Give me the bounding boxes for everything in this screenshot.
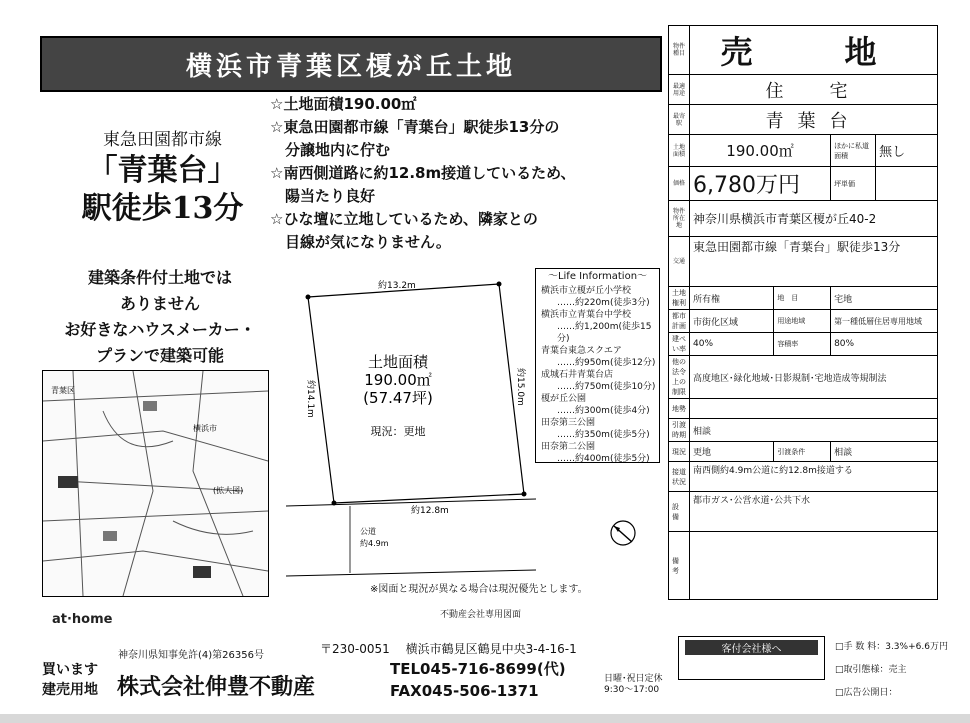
walk-time: 駅徒歩13分 xyxy=(81,191,244,226)
nearest-station: 青葉台 xyxy=(690,105,938,135)
row-key: 用途地域 xyxy=(774,310,831,333)
private-road-label: ほかに私道面積 xyxy=(831,135,876,167)
row-key: 都市計画 xyxy=(669,310,690,333)
cond-line: 建築条件付土地では xyxy=(87,268,232,287)
compass-icon xyxy=(608,518,638,548)
area-label: 土地面積 xyxy=(367,353,429,371)
area-m2: 190.00㎡ xyxy=(364,371,432,389)
road-status: 南西側約4.9m公道に約12.8m接道する xyxy=(690,462,938,492)
edge-left: 約14.1m xyxy=(305,380,315,418)
buy-line: 建売用地 xyxy=(42,682,98,698)
land-area: 190.00㎡ xyxy=(690,135,831,167)
plot-diagram xyxy=(286,270,536,580)
row-value: 80% xyxy=(831,333,938,356)
road-width: 約4.9m xyxy=(360,539,389,548)
map-drawing xyxy=(43,371,268,596)
differs-note: ※図面と現況が異なる場合は現況優先とします。 xyxy=(370,584,588,595)
ad-date: □広告公開日： xyxy=(835,688,898,698)
life-place: 成城石井青葉台店 xyxy=(541,370,614,380)
feature-line: ☆土地面積190.00㎡ xyxy=(270,95,417,113)
row-key: 容積率 xyxy=(774,333,831,356)
delivery-cond: 相談 xyxy=(831,442,938,462)
map-label: 青葉区 xyxy=(51,386,75,395)
life-distance: ……約950m(徒歩12分) xyxy=(557,358,656,368)
property-type: 売 地 xyxy=(690,26,938,75)
contact xyxy=(390,658,566,702)
feature-line: ☆ひな壇に立地しているため、隣家との xyxy=(270,210,538,228)
life-distance: ……約400m(徒歩5分) xyxy=(557,454,650,464)
feature-line: ☆東急田園都市線「青葉台」駅徒歩13分の xyxy=(270,118,560,136)
terrain xyxy=(690,399,938,419)
bottom-strip xyxy=(0,714,970,723)
map-enlarge: (拡大図) xyxy=(213,486,244,495)
row-value: 第一種低層住居専用地域 xyxy=(831,310,938,333)
property-table: 物件種目 売 地 最適用途 住 宅 最寄駅 青葉台 土地面積 190.00㎡ ほかに私道面積 無し 価格 6,780万円 坪単価 物件所在地 神奈川県横浜市青葉区榎が丘40-2 交通 東急田園都市線「青葉台」駅徒歩13分 土地権利 所有権 地 目 宅地 都市計画 市街化区域 用途地域 第一種低層住居専用地域 建ぺい率 40% 容積率 80% 他の法令上の制限 高度地区･緑化地域･日影規制･宅地造成等規制法 地勢 引渡時期 相談 現況 更地 引渡条件 相談 接道状況 南西側約4.9m公道に約12.8m接道する 設 備 都市ガス･公営水道･公共下水 備 考 xyxy=(668,25,938,600)
private-road-area: 無し xyxy=(876,135,938,167)
hours: 9:30～17:00 xyxy=(604,685,660,695)
remarks xyxy=(690,532,938,600)
delivery: 相談 xyxy=(690,419,938,442)
status: 更地 xyxy=(690,442,774,462)
location: 神奈川県横浜市青葉区榎が丘40-2 xyxy=(690,201,938,237)
cond-line: ありません xyxy=(119,294,200,313)
feature-line: 陽当たり良好 xyxy=(270,187,376,205)
agent-heading: 客付会社様へ xyxy=(685,640,818,655)
life-information xyxy=(535,268,660,463)
delivery-cond-label: 引渡条件 xyxy=(774,442,831,462)
life-distance: ……約750m(徒歩10分) xyxy=(557,382,656,392)
property-use: 住 宅 xyxy=(690,75,938,105)
transaction-mode: □取引態様：売主 xyxy=(835,665,907,675)
figure-label: 不動産会社専用図面 xyxy=(440,610,522,620)
station-name: 「青葉台」 xyxy=(87,153,238,188)
life-place: 田奈第二公園 xyxy=(541,442,596,452)
page-title: 横浜市青葉区榎が丘土地 xyxy=(185,51,516,82)
delivery-label: 引渡時期 xyxy=(669,419,690,442)
road-label: 公道 xyxy=(360,527,376,536)
life-distance: ……約220m(徒歩3分) xyxy=(557,298,650,308)
feature-line: 目線が気になりません。 xyxy=(270,233,451,251)
row-value: 宅地 xyxy=(831,287,938,310)
feature-line: ☆南西側道路に約12.8m接道しているため、 xyxy=(270,164,576,182)
row-value: 40% xyxy=(690,333,774,356)
road-status-label: 接道状況 xyxy=(669,462,690,492)
address xyxy=(320,640,577,657)
row-value: 所有権 xyxy=(690,287,774,310)
life-place: 田奈第三公園 xyxy=(541,418,596,428)
other-law-label: 他の法令上の制限 xyxy=(669,356,690,399)
remarks-label: 備 考 xyxy=(669,532,690,600)
row-value: 市街化区域 xyxy=(690,310,774,333)
life-distance: ……約300m(徒歩4分) xyxy=(557,406,650,416)
street-address: 横浜市鶴見区鶴見中央3-4-16-1 xyxy=(405,642,577,656)
license: 神奈川県知事免許(4)第26356号 xyxy=(118,650,264,661)
holiday: 日曜･祝日定休 xyxy=(604,674,663,684)
edge-right: 約15.0m xyxy=(515,368,525,406)
company-name: 株式会社伸豊不動産 xyxy=(117,675,316,700)
site-status: 現況：更地 xyxy=(370,425,426,438)
station-block xyxy=(55,152,270,228)
life-place: 横浜市立榎が丘小学校 xyxy=(541,286,632,296)
tel[interactable]: TEL045-716-8699(代) xyxy=(390,660,566,678)
location-map xyxy=(42,370,269,597)
row-key: 地 目 xyxy=(774,287,831,310)
building-conditions xyxy=(40,265,280,369)
postal-code: 〒230-0051 xyxy=(320,642,390,656)
tsubo-price-label: 坪単価 xyxy=(831,167,876,201)
business-hours xyxy=(604,674,663,696)
buy-notice xyxy=(42,660,98,700)
life-distance: ……約350m(徒歩5分) xyxy=(557,430,650,440)
edge-top: 約13.2m xyxy=(378,281,416,291)
life-distance: ……約1,200m(徒歩15分) xyxy=(557,322,652,344)
facility-label: 設 備 xyxy=(669,492,690,532)
row-key: 土地権利 xyxy=(669,287,690,310)
other-law: 高度地区･緑化地域･日影規制･宅地造成等規制法 xyxy=(690,356,938,399)
feature-list xyxy=(270,93,660,254)
terrain-label: 地勢 xyxy=(669,399,690,419)
life-place: 青葉台東急スクエア xyxy=(541,346,622,356)
cond-line: プランで建築可能 xyxy=(95,346,224,365)
facility: 都市ガス･公営水道･公共下水 xyxy=(690,492,938,532)
edge-bottom: 約12.8m xyxy=(411,506,449,516)
athome-logo: at·home xyxy=(52,612,113,627)
feature-line: 分譲地内に佇む xyxy=(270,141,391,159)
fee: □手 数 料：3.3%+6.6万円 xyxy=(835,642,948,652)
life-place: 横浜市立青葉台中学校 xyxy=(541,310,632,320)
map-label: 横浜市 xyxy=(193,424,217,433)
life-heading: ～Life Information～ xyxy=(547,271,648,282)
fax: FAX045-506-1371 xyxy=(390,682,539,700)
row-key: 建ぺい率 xyxy=(669,333,690,356)
access: 東急田園都市線「青葉台」駅徒歩13分 xyxy=(690,237,938,287)
agent-box xyxy=(678,636,825,680)
price: 6,780万円 xyxy=(690,167,831,201)
title-banner xyxy=(40,36,662,92)
fee-info xyxy=(835,636,948,705)
tsubo-price xyxy=(876,167,938,201)
railway-line: 東急田園都市線 xyxy=(103,130,222,150)
cond-line: お好きなハウスメーカー・ xyxy=(64,320,256,339)
buy-line: 買います xyxy=(42,662,98,678)
area-tsubo: (57.47坪) xyxy=(363,389,433,407)
status-label: 現況 xyxy=(669,442,690,462)
life-place: 榎が丘公園 xyxy=(541,394,587,404)
